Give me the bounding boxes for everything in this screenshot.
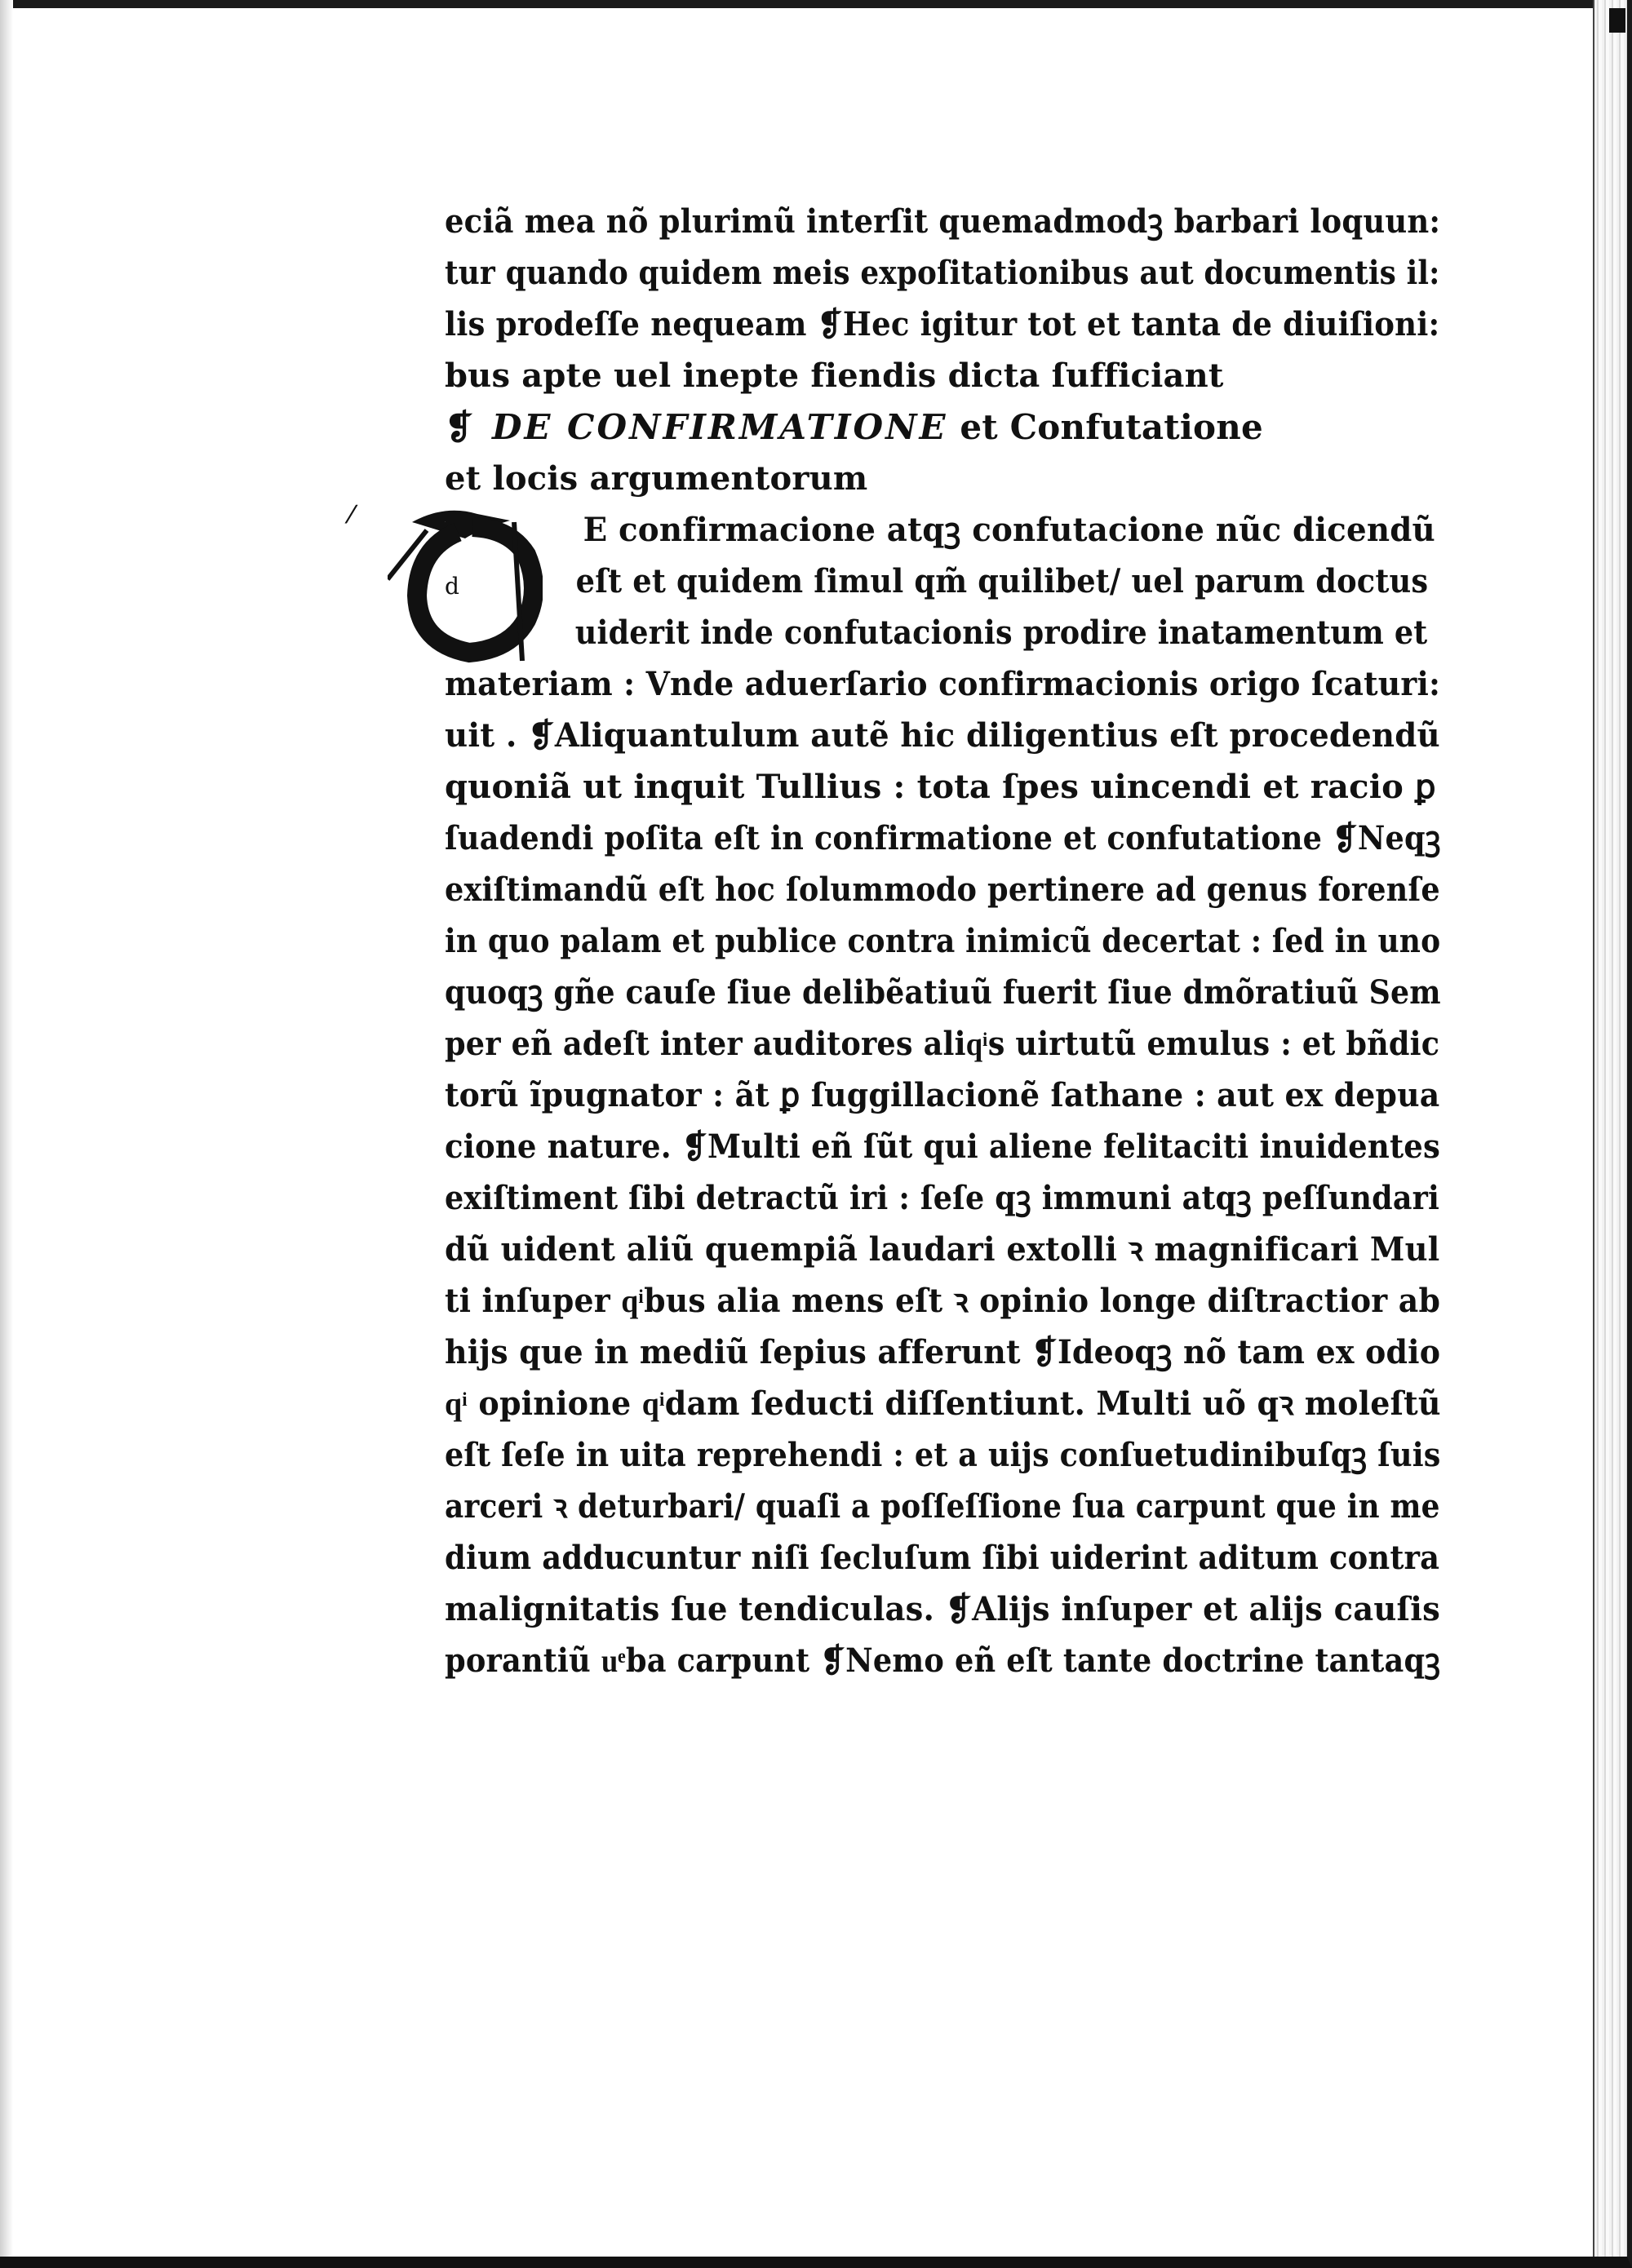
initial-paragraph <box>445 504 1440 658</box>
gutter-shadow <box>0 0 13 2257</box>
margin-mark: ⁄ <box>349 501 354 529</box>
text-line: arceri ꝛ deturbari/ quaſi a poſſeſſione ſua carpunt que in me <box>445 1487 1440 1526</box>
text-line: ti inſuper qͥbus alia mens eſt ꝛ opinio longe diſtractior ab <box>445 1282 1441 1320</box>
text-line: materiam : Vnde aduerſario confirmacionis origo ſcaturi: <box>445 665 1441 703</box>
text-line: exiſtiment ſibi detractũ iri : ſeſe qꝫ immuni atqꝫ peſſundari <box>445 1179 1440 1217</box>
text-line: eſt et quidem ſimul qm̃ quilibet/ uel parum doctus <box>575 562 1429 600</box>
text-line: uiderit inde confutacionis prodire inatamentum et <box>574 614 1428 652</box>
text-line: eciã mea nõ plurimũ interſit quemadmodꝫ barbari loquun: <box>445 202 1441 241</box>
text-line: dũ uident aliũ quempiã laudari extolli ꝛ magnificari Mul <box>445 1230 1440 1269</box>
text-line: per eñ adeſt inter auditores aliqͥs uirtutũ emulus : et bñdic <box>445 1025 1440 1063</box>
text-line: uit . ❡Aliquantulum autẽ hic diligentius eſt procedendũ <box>445 716 1440 755</box>
text-line: lis prodeſſe nequeam ❡Hec igitur tot et tanta de diuiſioni: <box>445 305 1440 343</box>
heading-caps: DE CONFIRMATIONE <box>492 407 948 447</box>
text-line: torũ ĩpugnator : ãt ꝑ ſuggillacionẽ ſathane : aut ex depua <box>445 1076 1440 1114</box>
text-line: cione nature. ❡Multi eñ ſũt qui aliene felitaciti inuidentes <box>445 1127 1441 1166</box>
text-line: eſt ſeſe in uita reprehendi : et a uijs conſuetudinibuſqꝫ ſuis <box>445 1436 1441 1474</box>
page-edge-right <box>1593 0 1627 2257</box>
text-line: E confirmacione atqꝫ confutacione nũc dicendũ <box>583 511 1435 549</box>
chapter-heading <box>445 401 1440 453</box>
text-line: dium adducuntur niſi ſecluſum ſibi uiderint aditum contra <box>445 1539 1440 1577</box>
text-line: porantiũ uͤba carpunt ❡Nemo eñ eſt tante doctrine tantaqꝫ <box>445 1641 1441 1680</box>
text-line: malignitatis ſue tendiculas. ❡Alijs inſuper et alijs cauſis <box>445 1590 1440 1628</box>
text-line: ſuadendi poſita eſt in confirmatione et confutatione ❡Neqꝫ <box>445 819 1441 857</box>
heading-rest: et Confutatione <box>947 407 1263 447</box>
initial-guide-letter: d <box>445 573 459 600</box>
text-line: hijs que in mediũ ſepius afferunt ❡Ideoqꝫ nõ tam ex odio <box>445 1333 1441 1371</box>
text-line: quoqꝫ gñe cauſe ſiue delibẽatiuũ fuerit ſiue dmõratiuũ Sem <box>445 973 1441 1012</box>
text-line: in quo palam et publice contra inimicũ decertat : ſed in uno <box>445 922 1441 960</box>
text-line: tur quando quidem meis expoſitationibus aut documentis il: <box>445 254 1440 292</box>
text-block <box>445 196 1440 1686</box>
edge-mark <box>1609 8 1625 33</box>
text-line: quoniã ut inquit Tullius : tota ſpes uincendi et racio ꝑ <box>445 768 1436 806</box>
pilcrow-icon: ❡ <box>445 407 474 447</box>
text-line: qͥ opinione qͥdam ſeducti diſſentiunt. Multi uõ qꝛ moleſtũ <box>445 1384 1441 1423</box>
text-line: bus apte uel inepte fiendis dicta ſufficiant <box>445 357 1224 395</box>
heading-line-2: et locis argumentorum <box>445 459 868 498</box>
text-line: exiſtimandũ eſt hoc ſolummodo pertinere ad genus forenſe <box>445 870 1440 909</box>
initial-letter: D <box>445 522 446 523</box>
